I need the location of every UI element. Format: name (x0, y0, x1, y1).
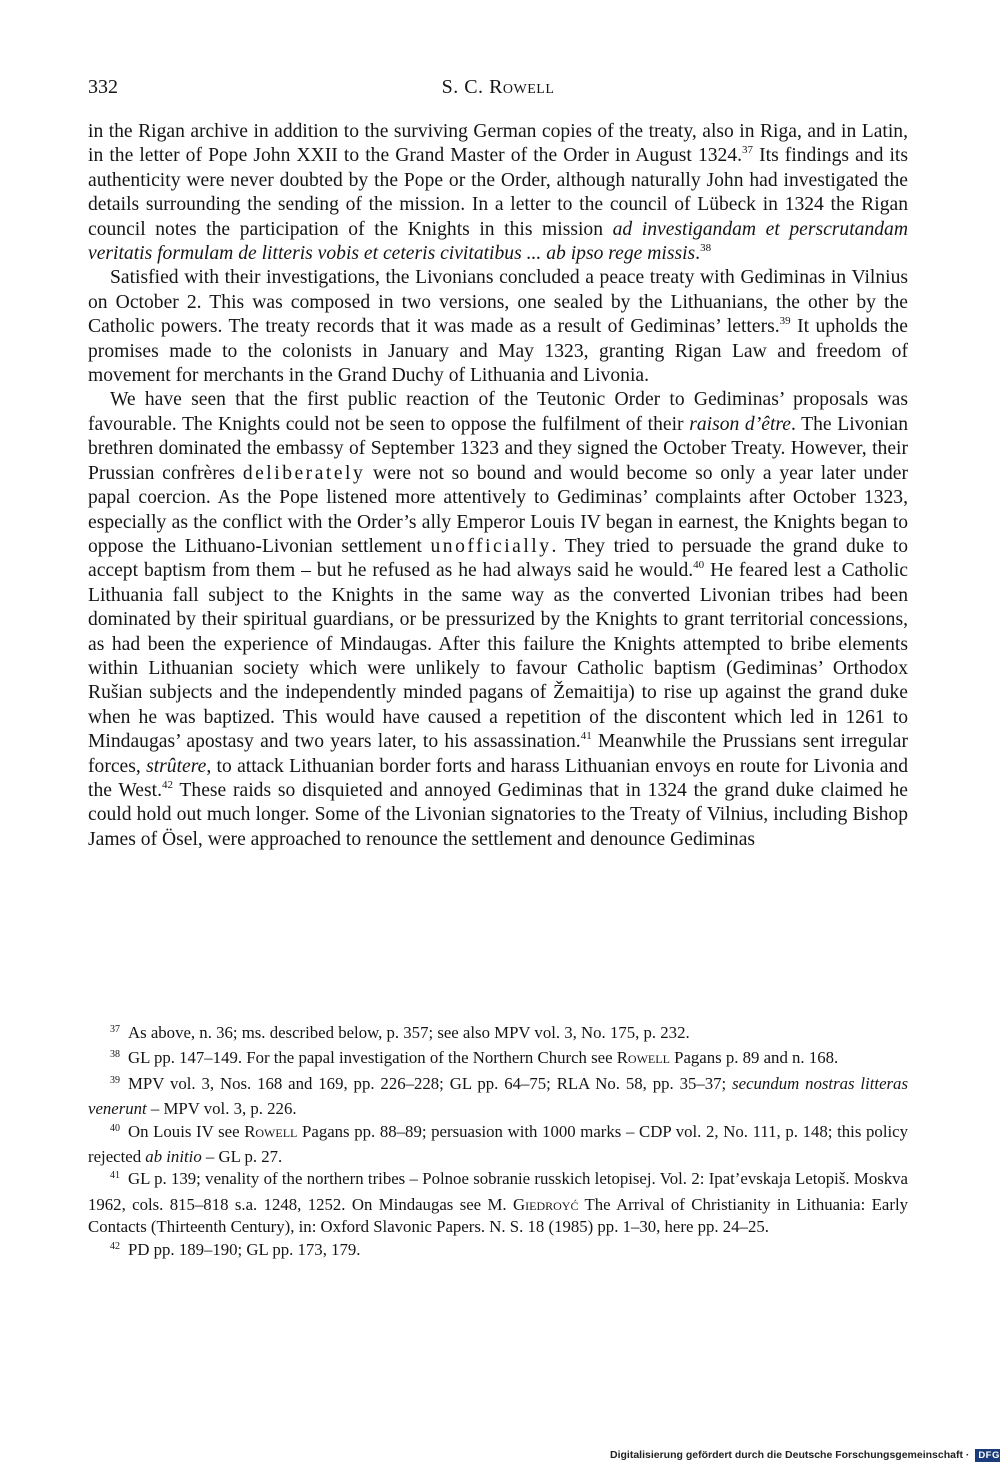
latin-quote: secundum nostras litteras venerunt (88, 1073, 908, 1119)
footnote-text: – MPV vol. 3, p. 226. (146, 1099, 297, 1119)
spaced-word: deliberately (242, 462, 366, 484)
author-name: Rowell (244, 1121, 298, 1141)
text-run: were not so bound and would become so only a year later under papal coercion. As the Pope listened more attentively to Gediminas’ complaints after October 1323, especially as the conflict with the Order’s ally Emperor Louis IV began in earnest, the Knights began to oppose the Lithuano-Livonian settlement (88, 462, 908, 557)
footnote-text: PD pp. 189–190; GL pp. 173, 179. (128, 1239, 361, 1259)
footnote-37 (88, 1022, 908, 1047)
text-run: We have seen that the first public reaction of the Teutonic Order to Gediminas’ proposals was favourable. The Knights could not be seen to oppose the fulfilment of their (88, 389, 908, 435)
footnote-ref-39[interactable]: 39 (779, 315, 791, 328)
footnote-ref-37[interactable]: 37 (742, 144, 754, 157)
paragraph-1 (88, 120, 908, 266)
text-run: These raids so disquieted and annoyed Gediminas that in 1324 the grand duke claimed he could hold out much longer. Some of the Livonian signatories to the Treaty of Vilnius, including Bishop James of Ösel, were approached to renounce the settlement and denounce Gediminas (88, 779, 908, 850)
author-initials: S. C. (441, 76, 490, 98)
page-header (88, 76, 908, 102)
footnote-text: On Louis IV see (128, 1121, 245, 1141)
author-name: Giedroyć (513, 1194, 579, 1214)
footnote-40 (88, 1121, 908, 1169)
footnote-text: Pagans pp. 88–89; persuasion with 1000 marks – CDP vol. 2, No. 111, p. 148; this policy rejected (88, 1121, 908, 1167)
footnote-number: 38 (110, 1049, 120, 1061)
footnote-39 (88, 1073, 908, 1121)
footnote-ref-38[interactable]: 38 (700, 242, 712, 255)
text-run: Its findings and its authenticity were never doubted by the Pope or the Order, although naturally John had investigated the details surrounding the sending of the mission. In a letter to the council of Lübeck in 1324 the Rigan council notes the participation of the Knights in this mission (88, 145, 908, 240)
spaced-word: unofficially (430, 535, 552, 557)
paragraph-2 (88, 266, 908, 388)
digitization-text: Digitalisierung gefördert durch die Deutsche Forschungsgemeinschaft · (610, 1449, 973, 1461)
running-head (88, 76, 908, 99)
footnotes (88, 1022, 908, 1264)
footnote-text: GL pp. 147–149. For the papal investigation of the Northern Church see (128, 1048, 617, 1068)
text-run: . The Livonian brethren dominated the embassy of September 1323 and they signed the October Treaty. However, their Prussian confrères (88, 413, 908, 484)
footnote-text: As above, n. 36; ms. described below, p. 357; see also MPV vol. 3, No. 175, p. 232. (128, 1023, 690, 1042)
italic-term: raison d’être (689, 413, 791, 435)
latin-quote: ad investigandam et perscrutandam veritatis formulam de litteris vobis et ceteris civitatibus ... ab ipso rege missis (88, 218, 909, 265)
footnote-number: 41 (110, 1170, 120, 1182)
body-text (88, 120, 908, 852)
page-number: 332 (88, 76, 118, 98)
footnote-42 (88, 1239, 908, 1264)
digitization-notice (610, 1449, 1000, 1462)
text-run: He feared lest a Catholic Lithuania fall subject to the Knights in the same way as the converted Livonian tribes had been dominated by their spiritual guardians, or be pressurized by the Knights to grant territorial concessions, as had been the experience of Mindaugas. After this failure the Knights attempted to bribe elements within Lithuanian society which were unlikely to favour Catholic baptism (Gediminas’ Orthodox Rušian subjects and the independently minded pagans of Žemaitija) to rise up against the grand duke when he was baptized. This would have caused a repetition of the discontent which led in 1261 to Mindaugas’ apostasy and two years later, to his assassination. (88, 560, 908, 753)
footnote-ref-40[interactable]: 40 (693, 559, 705, 572)
text-run: in the Rigan archive in addition to the surviving German copies of the treaty, also in Riga, and in Latin, in the letter of Pope John XXII to the Grand Master of the Order in August 1324. (88, 121, 908, 167)
footnote-text: Pagans p. 89 and n. 168. (669, 1048, 839, 1068)
paragraph-3 (88, 388, 908, 852)
footnote-ref-42[interactable]: 42 (161, 778, 173, 791)
text-run: Satisfied with their investigations, the Livonians concluded a peace treaty with Gediminas in Vilnius on October 2. This was composed in two versions, one sealed by the Lithuanians, the other by the Catholic powers. The treaty records that it was made as a result of Gediminas’ letters. (88, 267, 908, 338)
author-surname: Rowell (489, 76, 555, 98)
text-run: Meanwhile the Prussians sent irregular forces, (88, 731, 908, 777)
footnote-number: 40 (110, 1122, 120, 1134)
latin-term: ab initio (145, 1147, 202, 1167)
author-name: Rowell (616, 1048, 670, 1068)
footnote-41 (88, 1168, 908, 1238)
text-run: , to attack Lithuanian border forts and harass Lithuanian envoys en route for Livonia and the West. (88, 755, 908, 801)
footnote-38 (88, 1047, 908, 1072)
footnote-text: GL p. 139; venality of the northern tribes – Polnoe sobranie russkich letopisej. Vol. 2: Ipat’evskaja Letopiš. Moskva 1962, cols. 815–818 s.a. 1248, 1252. On Mindaugas see M. (88, 1169, 908, 1214)
text-run: . They tried to persuade the grand duke to accept baptism from them – but he refused as he had always said he would. (88, 535, 908, 582)
footnote-text: – GL p. 27. (201, 1147, 283, 1167)
dfg-logo: DFG (975, 1449, 1000, 1462)
footnote-number: 42 (110, 1240, 120, 1252)
text-run: . (695, 243, 701, 265)
footnote-text: MPV vol. 3, Nos. 168 and 169, pp. 226–228; GL pp. 64–75; RLA No. 58, pp. 35–37; (128, 1073, 733, 1093)
footnote-number: 37 (110, 1024, 120, 1035)
footnote-number: 39 (110, 1074, 120, 1086)
footnote-ref-41[interactable]: 41 (580, 730, 592, 743)
text-run: It upholds the promises made to the colonists in January and May 1323, granting Rigan Law and freedom of movement for merchants in the Grand Duchy of Lithuania and Livonia. (88, 316, 908, 387)
footnote-text: The Arrival of Christianity in Lithuania: Early Contacts (Thirteenth Century), in: Oxford Slavonic Papers. N. S. 18 (1985) pp. 1–30, here pp. 24–25. (88, 1194, 908, 1237)
italic-term: strûtere (146, 755, 207, 777)
